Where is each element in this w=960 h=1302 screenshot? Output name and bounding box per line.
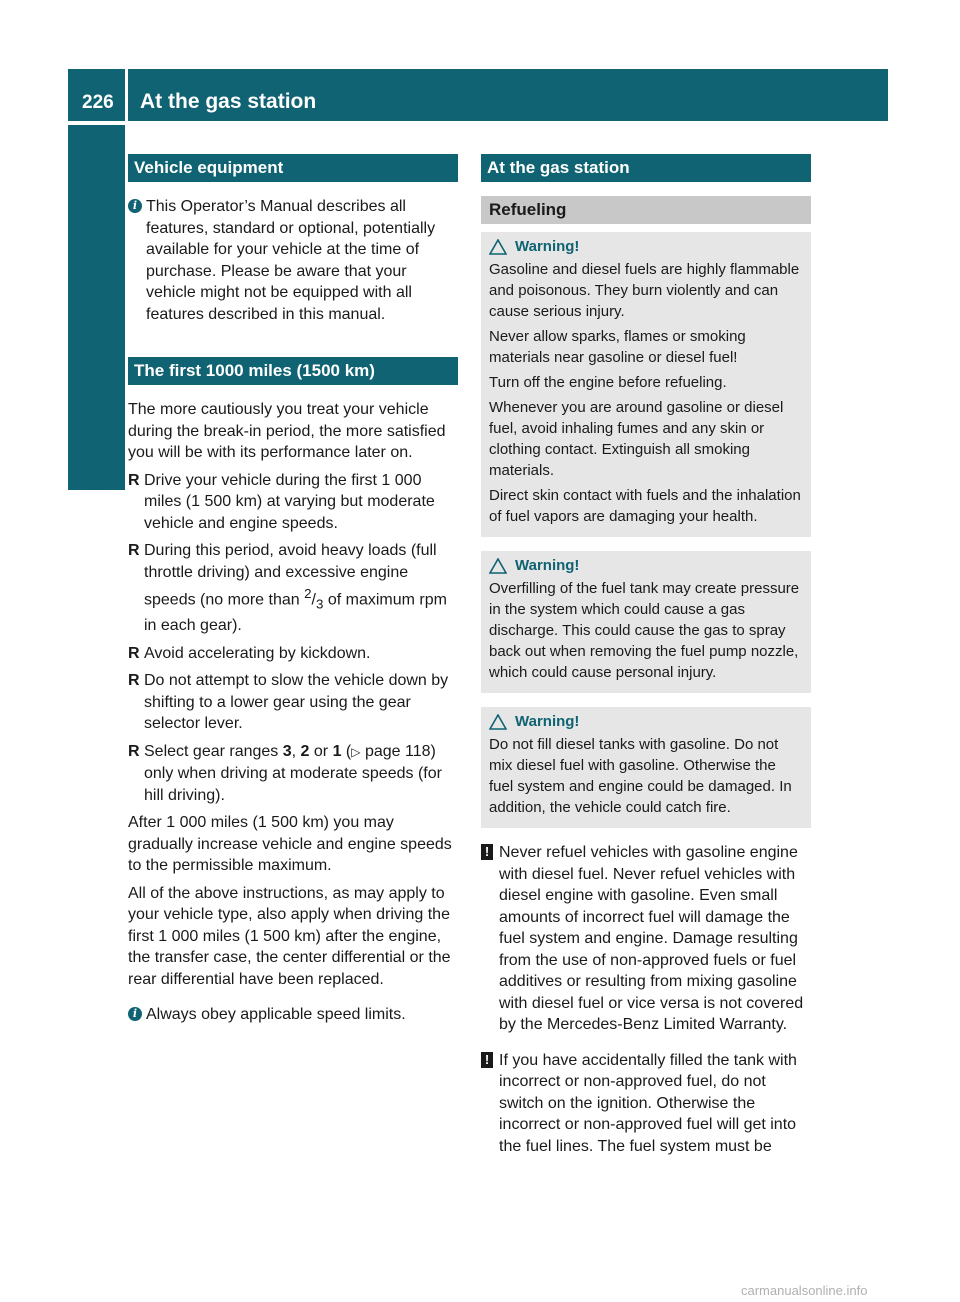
- section-heading-vehicle-equipment: Vehicle equipment: [128, 154, 458, 182]
- separator: ,: [291, 742, 301, 760]
- bullet-marker: R: [128, 542, 140, 559]
- subheading-refueling: Refueling: [481, 196, 811, 224]
- warning-text: Direct skin contact with fuels and the inhalation of fuel vapors are damaging your health.: [489, 487, 801, 525]
- gear-1: 1: [332, 742, 342, 760]
- bullet-marker: R: [128, 672, 140, 690]
- list-item-text: Select gear ranges: [144, 742, 283, 760]
- warning-text: Whenever you are around gasoline or diesel fuel, avoid inhaling fumes and any skin or clothing contact. Extinguish all smoking materials.: [489, 399, 784, 479]
- notice-text: If you have accidentally filled the tank with incorrect or non-approved fuel, do not switch on the ignition. Otherwise the incorrect or non-approved fuel will get into the fuel lines. The fuel system must be: [499, 1051, 797, 1155]
- warning-text: Never allow sparks, flames or smoking materials near gasoline or diesel fuel!: [489, 328, 746, 366]
- gear-2: 2: [300, 742, 310, 760]
- bullet-marker: R: [128, 644, 140, 662]
- fraction-numerator: 2: [304, 586, 312, 601]
- info-icon: i: [128, 1007, 142, 1021]
- warning-title: Warning!: [515, 557, 580, 574]
- info-text: This Operator’s Manual describes all features, standard or optional, potentially available for your vehicle at the time of purchase. Please be aware that your vehicle might not be equipped with all features described in this manual.: [146, 198, 436, 323]
- intro-paragraph: The more cautiously you treat your vehicle during the break-in period, the more satisfied you will be with its performance later on.: [128, 401, 446, 461]
- warning-text: Gasoline and diesel fuels are highly flammable and poisonous. They burn violently and can cause serious injury.: [489, 261, 800, 320]
- list-item-text: only when driving at moderate speeds (for hill driving).: [144, 765, 442, 804]
- separator: or: [309, 742, 333, 760]
- list-item: [128, 670, 458, 735]
- bullet-marker: R: [128, 471, 140, 489]
- notice: [481, 842, 811, 1036]
- warning-text: Do not fill diesel tanks with gasoline. Do not mix diesel fuel with gasoline. Otherwise the fuel system and engine could be damaged. In addition, the vehicle could catch fire.: [489, 736, 792, 816]
- exclamation-icon: !: [481, 1052, 493, 1068]
- section-heading-gas-station: At the gas station: [481, 154, 811, 182]
- notice: [481, 1050, 811, 1158]
- list-item-text: of maximum rpm in each gear).: [144, 591, 447, 635]
- warning-triangle-icon: [489, 239, 507, 255]
- list-item-text: Do not attempt to slow the vehicle down by shifting to a lower gear using the gear selector lever.: [144, 672, 449, 733]
- warning-text: Overfilling of the fuel tank may create pressure in the system which could cause a gas discharge. This could cause the gas to spray back out when removing the fuel pump nozzle, which could cause personal injury.: [489, 580, 800, 681]
- warning-text: Turn off the engine before refueling.: [489, 374, 727, 391]
- info-note: [128, 196, 458, 325]
- side-tab-gap: [68, 494, 125, 564]
- list-item: [128, 470, 458, 535]
- info-text: Always obey applicable speed limits.: [146, 1006, 406, 1024]
- right-column: [481, 154, 811, 1171]
- notice-text: Never refuel vehicles with gasoline engine with diesel fuel. Never refuel vehicles with diesel engine with gasoline. Even small amounts of incorrect fuel will damage the fuel system and engine. Damage resulting from the use of non-approved fuels or fuel additives or resulting from mixing gasoline with diesel fuel or vice versa is not covered by the Mercedes-Benz Limited Warranty.: [499, 844, 804, 1033]
- warning-box: [481, 551, 811, 693]
- paragraph: After 1 000 miles (1 500 km) you may gradually increase vehicle and engine speeds to the permissible maximum.: [128, 814, 452, 875]
- page-title: At the gas station: [140, 90, 317, 113]
- list-item-text: During this period, avoid heavy loads (full throttle driving) and excessive engine speeds (no more than: [144, 542, 437, 609]
- header-divider: [125, 69, 128, 121]
- page-number: 226: [82, 92, 114, 113]
- warning-triangle-icon: [489, 714, 507, 730]
- left-column: [128, 154, 458, 1036]
- paragraph: All of the above instructions, as may apply to your vehicle type, also apply when driving the first 1 000 miles (1 500 km) after the engine, the transfer case, the center differential or the rear differential have been replaced.: [128, 884, 451, 988]
- list-item-text: Drive your vehicle during the first 1 000 miles (1 500 km) at varying but moderate vehicle and engine speeds.: [144, 471, 435, 532]
- gear-3: 3: [282, 742, 292, 760]
- watermark: carmanualsonline.info: [741, 1283, 868, 1298]
- fraction-denominator: 3: [315, 596, 324, 612]
- info-icon: i: [128, 199, 142, 213]
- warning-title: Warning!: [515, 713, 580, 730]
- info-note: [128, 1004, 458, 1026]
- page-ref-arrow-icon: ▷: [351, 744, 361, 759]
- list-item-text: Avoid accelerating by kickdown.: [144, 644, 371, 662]
- section-heading-break-in: The first 1000 miles (1500 km): [128, 357, 458, 385]
- list-item: [128, 643, 458, 665]
- list-item: R During this period, avoid heavy loads (full throttle driving) and excessive engine speeds (no more than $^2/_3$ of maximum rpm in each gear).: [128, 542, 447, 635]
- page-reference[interactable]: page 118: [364, 742, 431, 760]
- chapter-label: Operation: [85, 376, 112, 490]
- bullet-marker: R: [128, 742, 140, 760]
- warning-title: Warning!: [515, 238, 580, 255]
- exclamation-icon: !: [481, 844, 493, 860]
- warning-box: [481, 707, 811, 828]
- list-item: R Select gear ranges 3, 2 or 1 (▷ page 118) only when driving at moderate speeds (for hill driving).: [128, 742, 442, 804]
- warning-triangle-icon: [489, 558, 507, 574]
- warning-box: [481, 232, 811, 537]
